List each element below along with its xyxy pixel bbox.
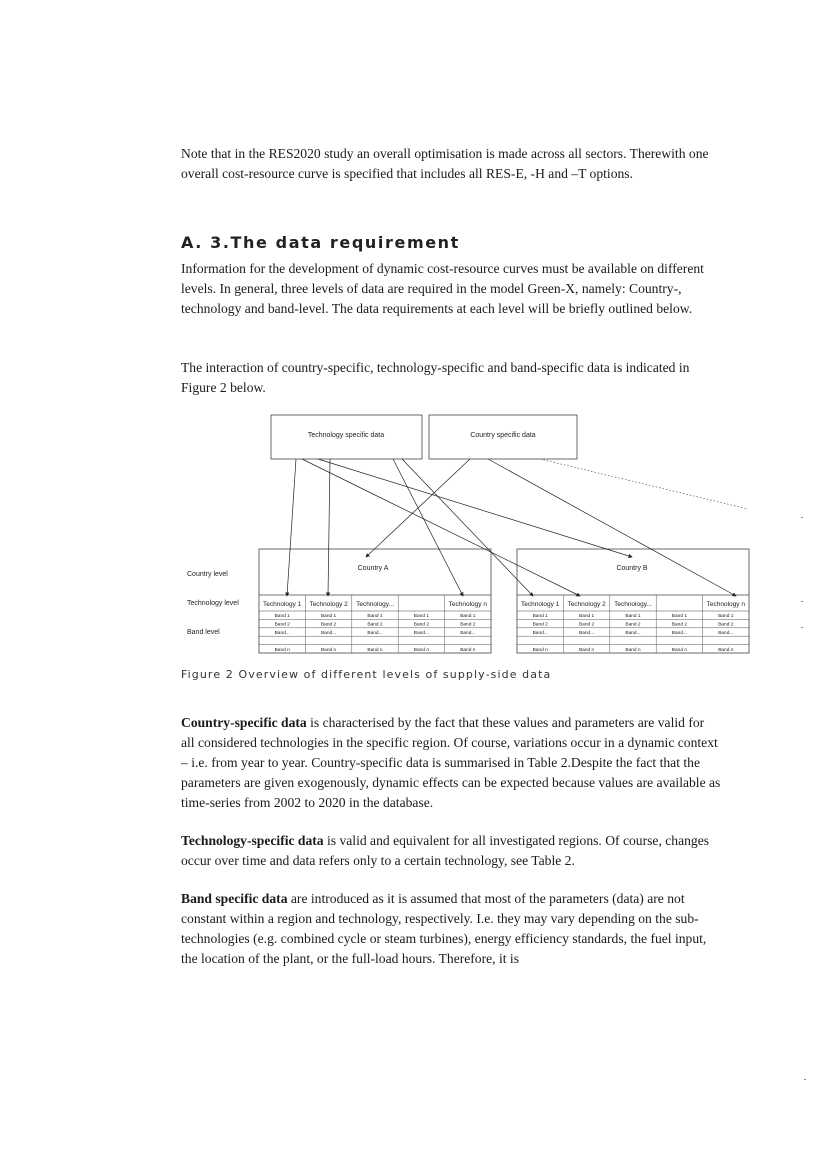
band-cell-label: Band 2 <box>413 622 430 628</box>
band-cell-label: Band n <box>578 647 595 653</box>
technology-cell-label: Technology n <box>706 601 745 608</box>
band-cell-label: Band n <box>413 647 430 653</box>
band-cell-label: Band... <box>367 631 383 636</box>
technology-specific-text: is valid and equivalent for all investigated regions. Of course, changes occur over time and data refers only to a certain technology, see Table 2. <box>181 833 710 868</box>
technology-specific-term: Technology-specific data <box>181 833 324 848</box>
technology-cell-label: Technology 2 <box>567 601 606 608</box>
technology-cell-label: Technology 2 <box>309 601 348 608</box>
technology-specific-paragraph <box>181 831 721 871</box>
intro-paragraph: Information for the development of dynamic cost-resource curves must be available on different levels. In general, three levels of data are required in the model Green-X, namely: Country-, technology and band-level. The data requirements at each level will be briefly outlined below. <box>181 261 704 316</box>
band-cell-label: Band 1 <box>532 614 548 620</box>
note-paragraph: Note that in the RES2020 study an overall optimisation is made across all sectors. Therewith one overall cost-resource curve is specified that includes all RES-E, -H and –T options. <box>181 146 709 181</box>
scan-speck <box>804 1079 806 1080</box>
country-specific-paragraph <box>181 713 721 813</box>
country-a-grid <box>259 595 491 653</box>
connector-lines <box>287 459 736 596</box>
band-specific-text: are introduced as it is assumed that most of the parameters (data) are not constant within a region and technology, respectively. I.e. they may vary depending on the sub-technologies (e.g. combined cycle or steam turbines), energy efficiency standards, the fuel input, the location of the plant, or the full-load hours. Therefore, it is <box>181 891 707 966</box>
country-b-label: Country B <box>616 565 648 572</box>
band-cell-label: Band... <box>625 631 641 636</box>
scan-speck <box>801 517 803 518</box>
band-cell-label: Band... <box>671 631 688 636</box>
interaction-paragraph: The interaction of country-specific, technology-specific and band-specific data is indicated in Figure 2 below. <box>181 360 690 395</box>
band-cell-label: Band 2 <box>320 622 337 628</box>
band-cell-label: Band 1 <box>671 614 688 620</box>
scan-speck <box>801 627 803 628</box>
country-specific-label: Country specific data <box>470 432 536 439</box>
band-cell-label: Band... <box>718 631 734 636</box>
band-cell-label: Band 2 <box>578 622 595 628</box>
country-level-label: Country level <box>187 571 228 578</box>
band-cell-label: Band 2 <box>367 622 383 628</box>
technology-specific-label: Technology specific data <box>307 432 385 439</box>
band-cell-label: Band 2 <box>274 622 290 628</box>
band-cell-label: Band 1 <box>320 614 337 620</box>
band-cell-label: Band n <box>367 647 383 653</box>
band-cell-label: Band n <box>625 647 641 653</box>
band-cell-label: Band... <box>460 631 476 636</box>
band-cell-label: Band 1 <box>367 614 383 620</box>
scan-speck <box>801 601 803 602</box>
country-b-grid <box>517 595 749 653</box>
figure-caption: Figure 2 Overview of different levels of supply-side data <box>181 668 552 681</box>
technology-cell-label: Technology 1 <box>521 601 560 608</box>
section-heading: A. 3.The data requirement <box>181 233 460 252</box>
band-cell-label: Band 1 <box>718 614 734 620</box>
band-cell-label: Band 2 <box>625 622 641 628</box>
band-cell-label: Band 1 <box>578 614 595 620</box>
country-specific-text: is characterised by the fact that these values and parameters are valid for all considered technologies in the specific region. Of course, variations occur in a dynamic context – i.e. from year to year. Country-specific data is summarised in Table 2.Despite the fact that the parameters are given exogenously, dynamic effects can be expected because values are available as time-series from 2002 to 2020 in the database. <box>181 715 721 810</box>
band-cell-label: Band n <box>532 647 548 653</box>
band-cell-label: Band 1 <box>413 614 430 620</box>
band-cell-label: Band... <box>320 631 337 636</box>
band-cell-label: Band n <box>671 647 688 653</box>
country-specific-term: Country-specific data <box>181 715 307 730</box>
technology-cell-label: Technology 1 <box>263 601 302 608</box>
band-cell-label: Band 2 <box>718 622 734 628</box>
band-level-label: Band level <box>187 629 220 636</box>
band-cell-label: Band... <box>532 631 548 636</box>
band-cell-label: Band 1 <box>625 614 641 620</box>
band-specific-paragraph <box>181 889 721 969</box>
band-cell-label: Band... <box>274 631 290 636</box>
technology-cell-label: Technology... <box>614 601 652 608</box>
technology-cell-label: Technology... <box>356 601 394 608</box>
band-cell-label: Band 2 <box>671 622 688 628</box>
dotted-connector <box>540 459 748 509</box>
country-a-label: Country A <box>357 565 389 572</box>
band-cell-label: Band n <box>718 647 734 653</box>
band-cell-label: Band n <box>320 647 337 653</box>
band-cell-label: Band 1 <box>274 614 290 620</box>
band-specific-term: Band specific data <box>181 891 288 906</box>
band-cell-label: Band 2 <box>460 622 476 628</box>
technology-cell-label: Technology n <box>448 601 487 608</box>
band-cell-label: Band n <box>274 647 290 653</box>
band-cell-label: Band 1 <box>460 614 476 620</box>
band-cell-label: Band... <box>413 631 430 636</box>
band-cell-label: Band 2 <box>532 622 548 628</box>
technology-level-label: Technology level <box>187 600 239 607</box>
band-cell-label: Band... <box>578 631 595 636</box>
band-cell-label: Band n <box>460 647 476 653</box>
